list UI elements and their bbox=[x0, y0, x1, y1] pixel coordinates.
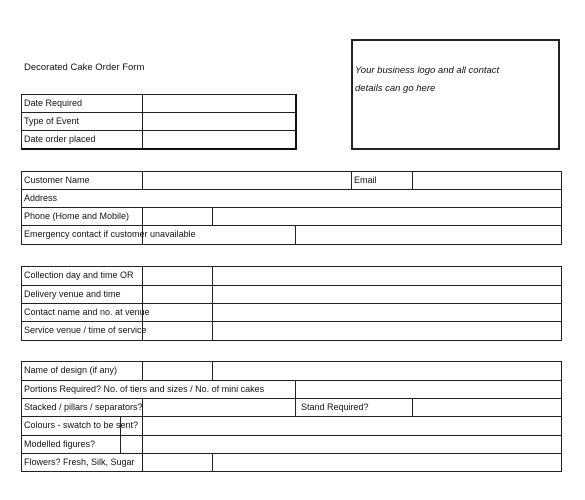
label-stacked-pillars: Stacked / pillars / separators? bbox=[24, 402, 143, 412]
label-phone: Phone (Home and Mobile) bbox=[24, 211, 130, 221]
label-collection: Collection day and time OR bbox=[24, 270, 134, 280]
label-design-name: Name of design (if any) bbox=[24, 365, 118, 375]
label-email: Email bbox=[354, 175, 377, 185]
label-modelled-figures: Modelled figures? bbox=[24, 439, 96, 449]
label-date-required: Date Required bbox=[24, 98, 83, 108]
label-stand-required: Stand Required? bbox=[301, 402, 369, 412]
logo-placeholder-text-line2: details can go here bbox=[355, 83, 436, 94]
label-emergency-contact: Emergency contact if customer unavailable bbox=[24, 229, 196, 239]
label-address: Address bbox=[24, 193, 58, 203]
label-contact-at-venue: Contact name and no. at venue bbox=[24, 307, 150, 317]
label-portions-required: Portions Required? No. of tiers and sizes / No. of mini cakes bbox=[24, 384, 265, 394]
label-colours: Colours - swatch to be sent? bbox=[24, 420, 139, 430]
label-delivery: Delivery venue and time bbox=[24, 289, 121, 299]
form-title: Decorated Cake Order Form bbox=[24, 62, 145, 73]
label-type-of-event: Type of Event bbox=[24, 116, 80, 126]
label-service-venue: Service venue / time of service bbox=[24, 325, 147, 335]
label-date-order-placed: Date order placed bbox=[24, 134, 96, 144]
logo-placeholder-box bbox=[351, 39, 560, 150]
label-customer-name: Customer Name bbox=[24, 175, 90, 185]
label-flowers: Flowers? Fresh, Silk, Sugar bbox=[24, 457, 135, 467]
logo-placeholder-text-line1: Your business logo and all contact bbox=[355, 65, 500, 76]
